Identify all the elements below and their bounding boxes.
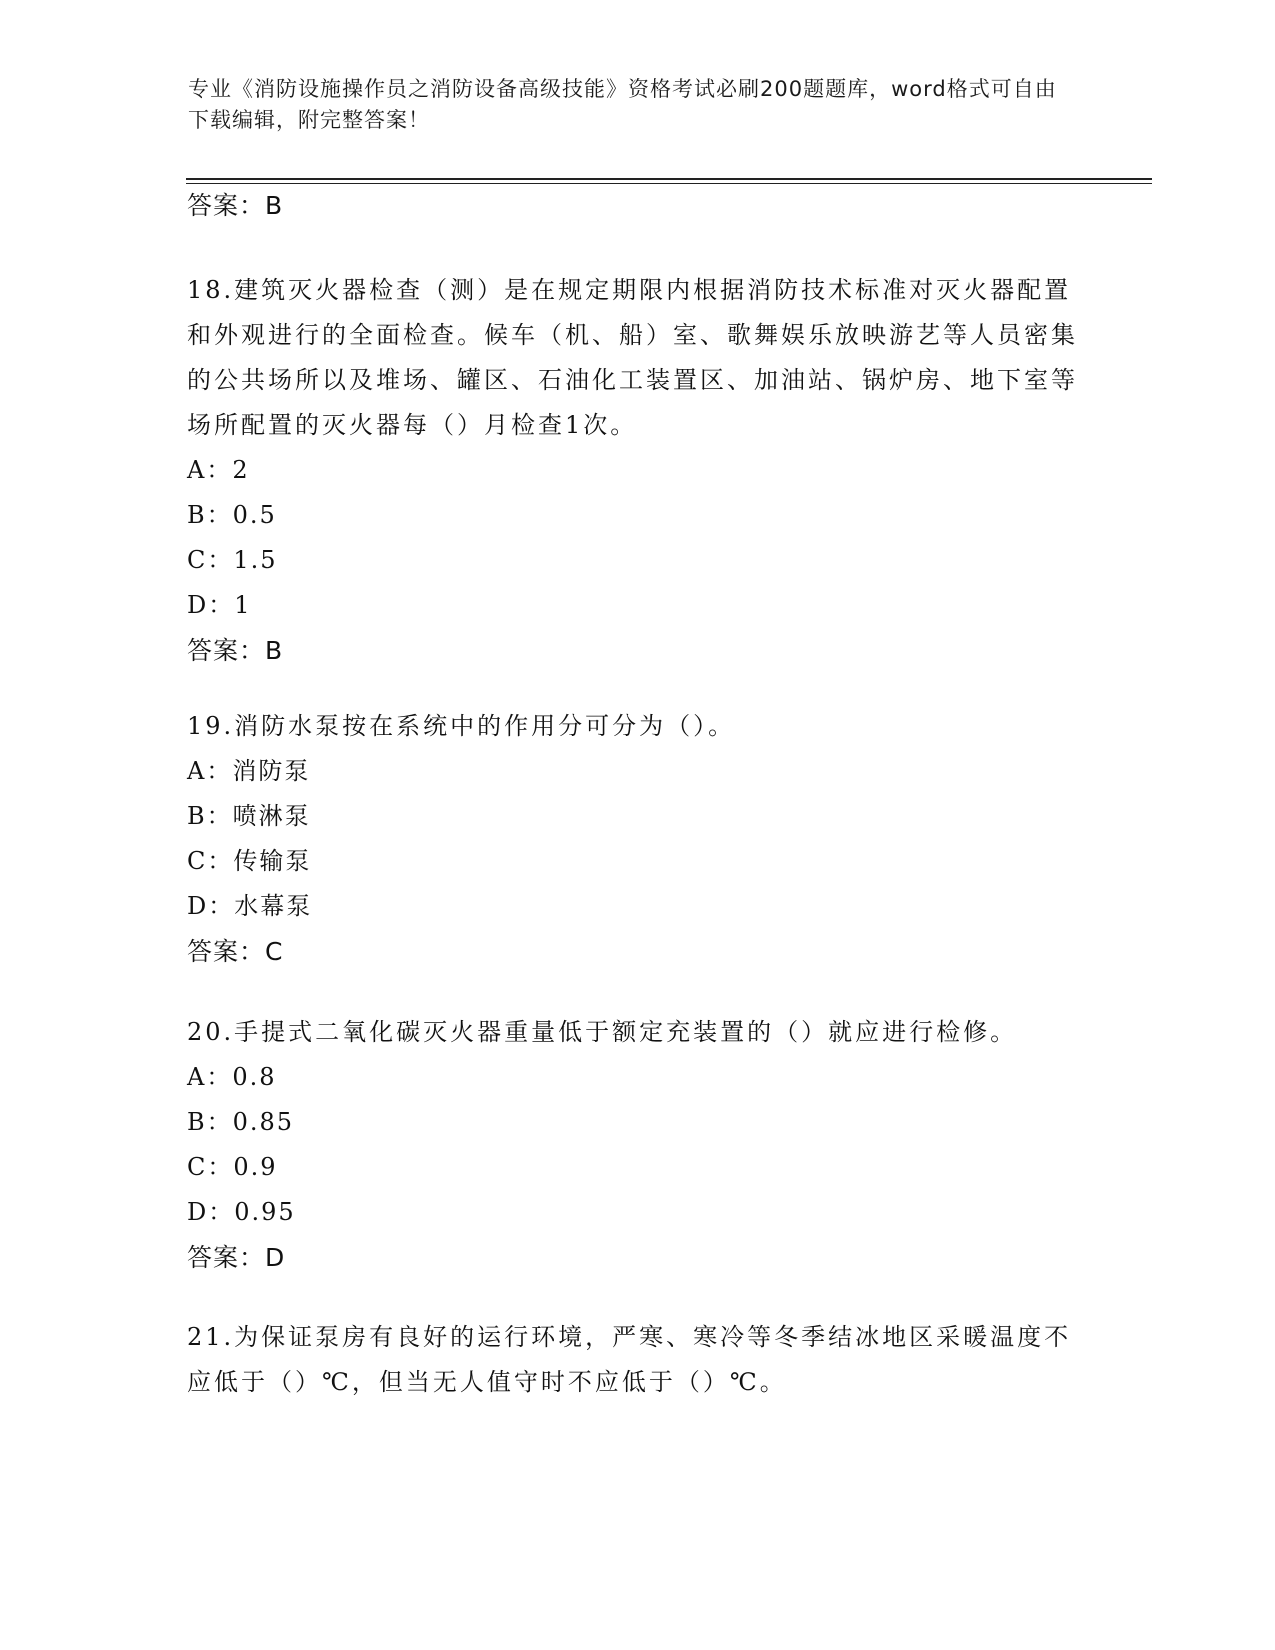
previous-answer-block [187,183,1087,228]
option-a: A：2 [187,456,250,484]
option-c: C：0.9 [187,1153,278,1181]
question-20 [187,1010,1087,1280]
option-c: C：传输泵 [187,847,312,875]
question-19 [187,704,1087,974]
answer-line: 答案：B [187,636,284,665]
option-d: D：水幕泵 [187,892,313,920]
option-b: B：0.5 [187,501,277,529]
question-stem: 21.为保证泵房有良好的运行环境，严寒、寒冷等冬季结冰地区采暖温度不应低于（）℃，但当无人值守时不应低于（）℃。 [187,1323,1072,1396]
answer-line: 答案：D [187,1243,286,1272]
answer-line: 答案：B [187,191,284,220]
question-18 [187,268,1087,673]
document-header: 专业《消防设施操作员之消防设备高级技能》资格考试必刷200题题库，word格式可自由下载编辑，附完整答案！ [188,77,1057,132]
option-c: C：1.5 [187,546,278,574]
option-b: B：喷淋泵 [187,802,311,830]
header-divider-thick [186,178,1152,180]
question-stem: 18.建筑灭火器检查（测）是在规定期限内根据消防技术标准对灭火器配置和外观进行的全面检查。候车（机、船）室、歌舞娱乐放映游艺等人员密集的公共场所以及堆场、罐区、石油化工装置区、加油站、锅炉房、地下室等场所配置的灭火器每（）月检查1次。 [187,276,1078,439]
option-d: D：1 [187,591,252,619]
option-b: B：0.85 [187,1108,295,1136]
question-stem: 20.手提式二氧化碳灭火器重量低于额定充装置的（）就应进行检修。 [187,1018,1018,1046]
question-21 [187,1315,1087,1405]
question-stem: 19.消防水泵按在系统中的作用分可分为（）。 [187,712,736,740]
option-a: A：0.8 [187,1063,277,1091]
option-d: D：0.95 [187,1198,296,1226]
answer-line: 答案：C [187,937,284,966]
option-a: A：消防泵 [187,757,311,785]
